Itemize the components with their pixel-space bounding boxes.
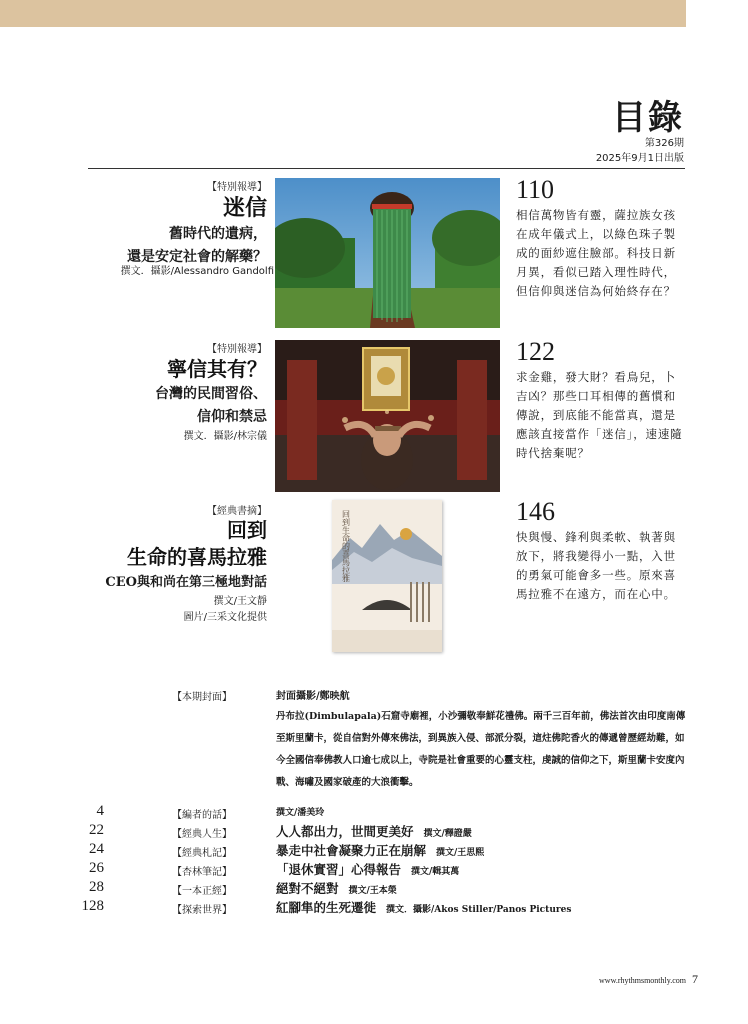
list-item-page: 22 <box>89 822 104 838</box>
feature-2-subtitle-2: 信仰和禁忌 <box>197 409 267 425</box>
list-item[interactable] <box>64 802 684 821</box>
feature-2-credit: 撰文．攝影/林宗儀 <box>183 431 267 442</box>
footer-url[interactable]: www.rhythmsmonthly.com <box>599 976 686 985</box>
feature-3-credit-2: 圖片/三采文化提供 <box>183 612 267 623</box>
cover-tag: 【本期封面】 <box>172 692 232 703</box>
temple-ritual-photo[interactable] <box>275 340 500 492</box>
cover-heading: 封面攝影/鄭映航 <box>276 691 350 702</box>
list-item-byline: 撰文/潘美玲 <box>276 808 325 818</box>
book-cover-photo[interactable] <box>332 500 442 652</box>
list-item[interactable] <box>64 840 684 859</box>
page-title: 目錄 <box>612 98 684 138</box>
list-item-title: 絕對不絕對 撰文/王本榮 <box>276 881 397 896</box>
feature-2-desc: 求金雞，發大財？看鳥兒，卜吉凶？那些口耳相傳的舊慣和傳說，到底能不能當真，還是應該直接當作「迷信」，速速隨時代捨棄呢？ <box>516 370 683 460</box>
list-item-page: 26 <box>89 860 104 876</box>
list-item-column: 【經典人生】 <box>172 829 232 840</box>
book-cover-title: 回到生命的喜馬拉雅 <box>341 510 351 582</box>
issue-info <box>596 136 684 166</box>
list-item-byline: 撰文/輯其萬 <box>411 867 460 877</box>
top-color-bar <box>0 0 686 27</box>
veiled-girl-photo[interactable] <box>275 178 500 328</box>
feature-3-tag: 【經典書摘】 <box>207 506 267 517</box>
feature-3-subtitle: CEO與和尚在第三極地對話 <box>105 575 267 590</box>
list-item-page: 28 <box>89 879 104 895</box>
column-list <box>64 802 684 916</box>
feature-2-subtitle-1: 台灣的民間習俗、 <box>155 386 267 402</box>
issue-date: 2025年9月1日出版 <box>595 153 684 164</box>
feature-3-desc: 快與慢、鋒利與柔軟、執著與放下，將我變得小一點，入世的勇氣可能會多一些。原來喜馬拉雅不在遠方，而在心中。 <box>516 530 676 601</box>
feature-1-page[interactable]: 110 <box>516 175 555 204</box>
list-item-byline: 撰文．攝影/Akos Stiller/Panos Pictures <box>386 905 572 915</box>
list-item-column: 【一本正經】 <box>172 886 232 897</box>
cover-description: 丹布拉(Dimbulapala)石窟寺廟裡，小沙彌敬奉鮮花禮佛。兩千三百年前，佛法首次由印度南傳至斯里蘭卡，從自信對外傳來佛法，到異族入侵、部派分裂，這炷佛陀香火的傳遞曾歷經劫難，如今全國信奉佛教人口逾七成以上，寺院是社會重要的心靈支柱，虔誠的信仰之下，斯里蘭卡安度內戰、海嘯及國家破產的大浪衝擊。 <box>276 711 686 788</box>
list-item-byline: 撰文/王思熙 <box>436 848 485 858</box>
page-footer <box>599 972 698 987</box>
feature-2-info <box>67 340 267 445</box>
list-item-title: 「退休實習」心得報告 撰文/輯其萬 <box>276 862 460 877</box>
list-item[interactable] <box>64 821 684 840</box>
issue-number: 第326期 <box>644 138 684 149</box>
feature-3-page[interactable]: 146 <box>516 497 555 526</box>
list-item-title: 紅腳隼的生死遷徙 撰文．攝影/Akos Stiller/Panos Pictures <box>276 900 572 915</box>
feature-2-page[interactable]: 122 <box>516 337 555 366</box>
feature-3-info <box>37 502 267 626</box>
list-item[interactable] <box>64 878 684 897</box>
feature-2-tag: 【特別報導】 <box>207 344 267 355</box>
list-item-column: 【編者的話】 <box>172 810 232 821</box>
feature-3-credit-1: 撰文/王文靜 <box>213 596 267 607</box>
feature-3-title-1[interactable]: 回到 <box>227 518 267 542</box>
feature-1-subtitle-2: 還是安定社會的解藥？ <box>127 249 267 265</box>
list-item-column: 【探索世界】 <box>172 905 232 916</box>
feature-1-title[interactable]: 迷信 <box>222 195 267 221</box>
feature-1-desc: 相信萬物皆有靈，薩拉族女孩在成年儀式上，以綠色珠子製成的面紗遮住臉部。科技日新月異，看似已踏入理性時代，但信仰與迷信為何始終存在？ <box>516 208 676 298</box>
list-item[interactable] <box>64 859 684 878</box>
list-item-title: 人人都出力，世間更美好 撰文/釋證嚴 <box>276 824 472 839</box>
list-item-page: 24 <box>89 841 104 857</box>
feature-3-title-2[interactable]: 生命的喜馬拉雅 <box>127 545 267 569</box>
list-item-column: 【杏林筆記】 <box>172 867 232 878</box>
list-item-column: 【經典札記】 <box>172 848 232 859</box>
footer-page-number: 7 <box>692 972 698 986</box>
list-item-page: 4 <box>96 803 104 819</box>
feature-1-info <box>67 178 267 269</box>
list-item-page: 128 <box>81 898 104 914</box>
list-item-title <box>276 803 324 818</box>
feature-1-tag: 【特別報導】 <box>207 182 267 193</box>
header-divider <box>88 168 685 169</box>
feature-1-subtitle-1: 舊時代的遺病， <box>169 226 267 242</box>
list-item-title: 暴走中社會凝聚力正在崩解 撰文/王思熙 <box>276 843 485 858</box>
feature-2-title[interactable]: 寧信其有？ <box>167 357 267 381</box>
feature-1-credit: 撰文．攝影/Alessandro Gandolfi <box>120 266 274 277</box>
list-item[interactable] <box>64 897 684 916</box>
list-item-byline: 撰文/王本榮 <box>348 886 397 896</box>
list-item-byline: 撰文/釋證嚴 <box>423 829 472 839</box>
